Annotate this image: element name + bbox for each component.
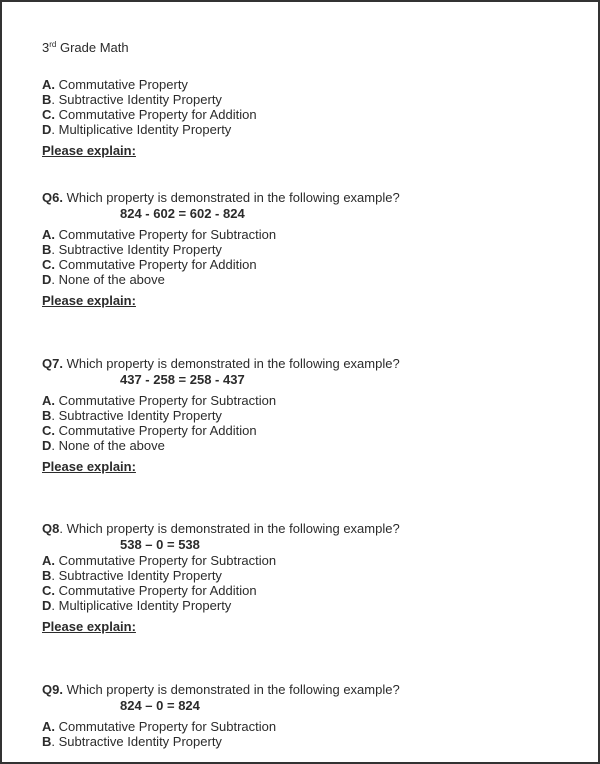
- header-subject: Grade Math: [56, 40, 129, 55]
- option-a: A. Commutative Property: [42, 77, 188, 92]
- question-block-q5: [42, 77, 257, 159]
- option-a: A. Commutative Property for Subtraction: [42, 553, 277, 568]
- question-prompt: Q7. Which property is demonstrated in the following example?: [42, 356, 400, 371]
- question-prompt: Q9. Which property is demonstrated in the following example?: [42, 682, 400, 697]
- option-a: A. Commutative Property for Subtraction: [42, 393, 277, 408]
- option-c: C. Commutative Property for Addition: [42, 107, 257, 122]
- option-b: B. Subtractive Identity Property: [42, 242, 222, 257]
- option-c: C. Commutative Property for Addition: [42, 257, 257, 272]
- please-explain-label: Please explain:: [42, 143, 136, 158]
- option-d: D. Multiplicative Identity Property: [42, 122, 232, 137]
- question-number: Q7.: [42, 356, 63, 371]
- answer-options: [42, 553, 400, 613]
- answer-options: [42, 77, 257, 137]
- question-number: Q9.: [42, 682, 63, 697]
- option-a: A. Commutative Property for Subtraction: [42, 227, 277, 242]
- option-d: D. Multiplicative Identity Property: [42, 598, 232, 613]
- question-equation: 824 – 0 = 824: [120, 698, 200, 713]
- question-block-q8: [42, 521, 400, 635]
- option-b: B. Subtractive Identity Property: [42, 568, 222, 583]
- please-explain-label: Please explain:: [42, 459, 136, 474]
- header-ordinal-suffix: rd: [49, 40, 57, 49]
- question-equation: 538 – 0 = 538: [120, 537, 200, 552]
- question-block-q7: [42, 356, 400, 475]
- option-b: B. Subtractive Identity Property: [42, 92, 222, 107]
- question-prompt: Q6. Which property is demonstrated in the following example?: [42, 190, 400, 205]
- question-block-q6: [42, 190, 400, 309]
- question-equation: 437 - 258 = 258 - 437: [120, 372, 245, 387]
- option-b: B. Subtractive Identity Property: [42, 408, 222, 423]
- question-equation: 824 - 602 = 602 - 824: [120, 206, 245, 221]
- option-d: D. None of the above: [42, 438, 165, 453]
- question-block-q9: [42, 682, 400, 749]
- option-c: C. Commutative Property for Addition: [42, 423, 257, 438]
- option-c: C. Commutative Property for Addition: [42, 583, 257, 598]
- worksheet-header: [42, 40, 129, 55]
- option-b: B. Subtractive Identity Property: [42, 734, 222, 749]
- option-d: D. None of the above: [42, 272, 165, 287]
- please-explain-label: Please explain:: [42, 619, 136, 634]
- header-grade-number: 3: [42, 40, 50, 55]
- answer-options: [42, 393, 400, 453]
- question-prompt: Q8. Which property is demonstrated in the following example?: [42, 521, 400, 536]
- please-explain-label: Please explain:: [42, 293, 136, 308]
- question-number: Q6.: [42, 190, 63, 205]
- answer-options: [42, 719, 400, 749]
- option-a: A. Commutative Property for Subtraction: [42, 719, 277, 734]
- answer-options: [42, 227, 400, 287]
- question-number: Q8: [42, 521, 60, 536]
